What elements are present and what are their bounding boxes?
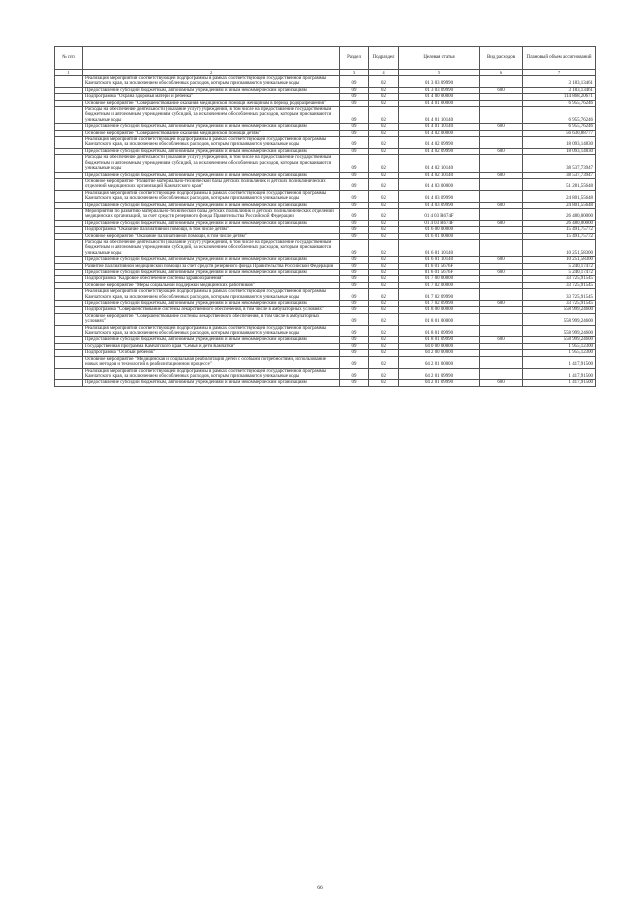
cell-razdel: 09 xyxy=(340,130,369,136)
cell-razdel: 09 xyxy=(340,87,369,93)
cell-podrazdel: 02 xyxy=(369,239,399,256)
cell-number xyxy=(55,190,83,202)
cell-name: Основное мероприятие "Меры социальной поддержки медицинских работников" xyxy=(83,282,340,288)
cell-name: Предоставление субсидий бюджетным, автономным учреждениям и иным некоммерческим организациям xyxy=(83,337,340,343)
cell-razdel: 09 xyxy=(340,94,369,100)
cell-target-article: 01 3 03 09990 xyxy=(399,76,480,88)
cell-amount: 33 725,91545 xyxy=(523,301,596,307)
cell-amount: 33 725,91545 xyxy=(523,276,596,282)
cell-podrazdel: 02 xyxy=(369,276,399,282)
cell-number xyxy=(55,208,83,220)
table-body xyxy=(55,76,596,387)
cell-target-article: 01 4 02 10140 xyxy=(399,155,480,172)
cell-target-article: 01 4 03 00000 xyxy=(399,178,480,190)
cell-name: Основное мероприятие "Оказание паллиативной помощи, в том числе детям" xyxy=(83,233,340,239)
cell-name: Основное мероприятие "Медицинская и социальная реабилитация детей с особыми потребностями, использование новых методов и технологий в реабилитационном процессе" xyxy=(83,356,340,368)
column-number: 2 xyxy=(83,70,340,76)
cell-podrazdel: 02 xyxy=(369,220,399,226)
cell-name: Мероприятия по развитию материально-технической базы детских поликлиник и детских поликлинических отделений медицинских организаций, за счет средств резервного фонда Правительства Российской Федерации xyxy=(83,208,340,220)
cell-podrazdel: 02 xyxy=(369,227,399,233)
cell-amount: 26 480,00000 xyxy=(523,208,596,220)
table-row xyxy=(55,137,596,149)
cell-name: Реализация мероприятий соответствующей подпрограммы в рамках соответствующей государственной программы Камчатского края, за исключением обособленных расходов, которым присваиваются уникальные коды xyxy=(83,76,340,88)
cell-amount: 3 183,13461 xyxy=(523,76,596,88)
cell-amount: 10 251,58300 xyxy=(523,239,596,256)
table-row xyxy=(55,368,596,380)
cell-amount: 33 725,91545 xyxy=(523,282,596,288)
cell-amount: 558 999,24600 xyxy=(523,307,596,313)
cell-target-article: 01 6 00 00000 xyxy=(399,227,480,233)
cell-amount: 38 537,73947 xyxy=(523,155,596,172)
cell-amount: 24 801,55648 xyxy=(523,190,596,202)
cell-amount: 15 491,75772 xyxy=(523,227,596,233)
cell-amount: 1 955,12300 xyxy=(523,343,596,349)
cell-number xyxy=(55,289,83,301)
cell-number xyxy=(55,380,83,386)
cell-name: Реализация мероприятий соответствующей подпрограммы в рамках соответствующей государственной программы Камчатского края, за исключением обособленных расходов, которым присваиваются уникальные коды xyxy=(83,368,340,380)
cell-expense-type: 600 xyxy=(480,380,523,386)
cell-name: Предоставление субсидий бюджетным, автономным учреждениям и иным некоммерческим организациям xyxy=(83,270,340,276)
cell-number xyxy=(55,356,83,368)
cell-podrazdel: 02 xyxy=(369,190,399,202)
cell-name: Основное мероприятие "Совершенствование оказания медицинской помощи детям" xyxy=(83,130,340,136)
cell-podrazdel: 02 xyxy=(369,337,399,343)
cell-amount: 33 725,91545 xyxy=(523,289,596,301)
cell-amount: 6 955,76246 xyxy=(523,124,596,130)
cell-target-article: 01 4 02 09990 xyxy=(399,137,480,149)
cell-name: Предоставление субсидий бюджетным, автономным учреждениям и иным некоммерческим организациям xyxy=(83,257,340,263)
table-row xyxy=(55,190,596,202)
cell-podrazdel: 02 xyxy=(369,130,399,136)
cell-target-article: 01 4 01 10140 xyxy=(399,124,480,130)
cell-target-article: 01 4 03 R674F xyxy=(399,208,480,220)
cell-podrazdel: 02 xyxy=(369,356,399,368)
cell-name: Расходы на обеспечение деятельности (оказание услуг) учреждений, в том числе на предоставление государственным бюджетным и автономным учреждениям субсидий, за исключением обособленных расходов, которым присваиваются уникальные коды xyxy=(83,107,340,124)
cell-target-article: 01 6 01 10140 xyxy=(399,257,480,263)
cell-podrazdel: 02 xyxy=(369,301,399,307)
cell-expense-type: 600 xyxy=(480,87,523,93)
cell-name: Основное мероприятие "Развитие материально-технической базы детских поликлиник и детских поликлинических отделений медицинских организаций Камчатского края" xyxy=(83,178,340,190)
cell-razdel: 09 xyxy=(340,220,369,226)
cell-name: Реализация мероприятий соответствующей подпрограммы в рамках соответствующей государственной программы Камчатского края, за исключением обособленных расходов, которым присваиваются уникальные коды xyxy=(83,190,340,202)
cell-target-article: 01 3 03 09990 xyxy=(399,87,480,93)
cell-razdel: 09 xyxy=(340,100,369,106)
cell-amount: 1 417,91500 xyxy=(523,380,596,386)
cell-target-article: 01 4 03 09990 xyxy=(399,202,480,208)
cell-podrazdel: 02 xyxy=(369,263,399,269)
cell-podrazdel: 02 xyxy=(369,208,399,220)
cell-target-article: 01 4 02 10140 xyxy=(399,172,480,178)
page-number: 66 xyxy=(317,885,323,891)
cell-expense-type xyxy=(480,239,523,256)
cell-razdel: 09 xyxy=(340,239,369,256)
column-number: 3 xyxy=(340,70,369,76)
cell-expense-type xyxy=(480,325,523,337)
cell-podrazdel: 02 xyxy=(369,289,399,301)
cell-expense-type: 600 xyxy=(480,172,523,178)
cell-expense-type xyxy=(480,137,523,149)
cell-podrazdel: 02 xyxy=(369,307,399,313)
cell-podrazdel: 02 xyxy=(369,178,399,190)
cell-name: Предоставление субсидий бюджетным, автономным учреждениям и иным некоммерческим организациям xyxy=(83,124,340,130)
cell-podrazdel: 02 xyxy=(369,155,399,172)
cell-razdel: 09 xyxy=(340,155,369,172)
column-number: 1 xyxy=(55,70,83,76)
cell-target-article: 04 2 01 09990 xyxy=(399,368,480,380)
cell-razdel: 09 xyxy=(340,178,369,190)
cell-razdel: 09 xyxy=(340,257,369,263)
cell-razdel: 09 xyxy=(340,202,369,208)
cell-expense-type: 600 xyxy=(480,220,523,226)
cell-amount: 5 240,17472 xyxy=(523,270,596,276)
cell-podrazdel: 02 xyxy=(369,350,399,356)
cell-expense-type: 600 xyxy=(480,301,523,307)
cell-number xyxy=(55,76,83,88)
cell-podrazdel: 02 xyxy=(369,257,399,263)
cell-number xyxy=(55,107,83,124)
cell-target-article: 01 4 02 09990 xyxy=(399,148,480,154)
cell-razdel: 09 xyxy=(340,307,369,313)
cell-name: Предоставление субсидий бюджетным, автономным учреждениям и иным некоммерческим организациям xyxy=(83,87,340,93)
cell-expense-type xyxy=(480,190,523,202)
cell-amount: 558 999,24600 xyxy=(523,325,596,337)
cell-name: Подпрограмма "Охрана здоровья матери и ребенка" xyxy=(83,94,340,100)
table-row xyxy=(55,76,596,88)
cell-razdel: 09 xyxy=(340,380,369,386)
cell-expense-type: 600 xyxy=(480,124,523,130)
table-row xyxy=(55,289,596,301)
cell-razdel: 09 xyxy=(340,313,369,325)
table-row xyxy=(55,313,596,325)
cell-razdel: 09 xyxy=(340,263,369,269)
cell-target-article: 01 4 02 00000 xyxy=(399,130,480,136)
cell-amount: 5 240,17472 xyxy=(523,263,596,269)
header-expense-type: Вид расходов xyxy=(480,47,523,70)
cell-razdel: 09 xyxy=(340,337,369,343)
cell-target-article: 01 8 01 09990 xyxy=(399,337,480,343)
cell-razdel: 09 xyxy=(340,301,369,307)
cell-name: Предоставление субсидий бюджетным, автономным учреждениям и иным некоммерческим организациям xyxy=(83,148,340,154)
cell-target-article: 01 4 03 09990 xyxy=(399,190,480,202)
cell-razdel: 09 xyxy=(340,172,369,178)
cell-razdel: 09 xyxy=(340,107,369,124)
cell-number xyxy=(55,155,83,172)
cell-target-article: 01 7 00 00000 xyxy=(399,276,480,282)
cell-amount: 1 417,91500 xyxy=(523,368,596,380)
cell-expense-type xyxy=(480,289,523,301)
cell-razdel: 09 xyxy=(340,356,369,368)
header-planned-amount: Плановый объем ассигнований xyxy=(523,47,596,70)
cell-amount: 6 955,76246 xyxy=(523,100,596,106)
cell-target-article: 01 4 03 R674F xyxy=(399,220,480,226)
cell-name: Предоставление субсидий бюджетным, автономным учреждениям и иным некоммерческим организациям xyxy=(83,172,340,178)
cell-target-article: 01 4 00 00000 xyxy=(399,94,480,100)
cell-target-article: 04 0 00 00000 xyxy=(399,343,480,349)
cell-expense-type: 600 xyxy=(480,148,523,154)
cell-target-article: 01 6 01 00000 xyxy=(399,233,480,239)
cell-amount: 6 955,76246 xyxy=(523,107,596,124)
cell-amount: 558 999,24600 xyxy=(523,313,596,325)
cell-target-article: 01 8 01 00000 xyxy=(399,313,480,325)
cell-name: Реализация мероприятий соответствующей подпрограммы в рамках соответствующей государственной программы Камчатского края, за исключением обособленных расходов, которым присваиваются уникальные коды xyxy=(83,325,340,337)
cell-amount: 18 093,14830 xyxy=(523,148,596,154)
cell-razdel: 09 xyxy=(340,276,369,282)
cell-number xyxy=(55,368,83,380)
cell-name: Основное мероприятие "Совершенствование оказания медицинской помощи женщинам в период родоразрешения" xyxy=(83,100,340,106)
cell-expense-type xyxy=(480,107,523,124)
cell-expense-type: 600 xyxy=(480,270,523,276)
cell-amount: 18 093,14830 xyxy=(523,137,596,149)
header-podrazdel: Подраздел xyxy=(369,47,399,70)
cell-podrazdel: 02 xyxy=(369,313,399,325)
cell-name: Подпрограмма "Особый ребенок" xyxy=(83,350,340,356)
cell-podrazdel: 02 xyxy=(369,282,399,288)
cell-razdel: 09 xyxy=(340,76,369,88)
column-number: 7 xyxy=(523,70,596,76)
cell-number xyxy=(55,239,83,256)
cell-podrazdel: 02 xyxy=(369,124,399,130)
cell-number xyxy=(55,178,83,190)
table-row xyxy=(55,208,596,220)
cell-expense-type xyxy=(480,208,523,220)
cell-amount: 10 251,58300 xyxy=(523,257,596,263)
cell-amount: 24 801,55648 xyxy=(523,202,596,208)
cell-expense-type xyxy=(480,368,523,380)
header-name xyxy=(83,47,340,70)
column-number: 6 xyxy=(480,70,523,76)
cell-number xyxy=(55,325,83,337)
cell-amount: 38 537,73947 xyxy=(523,172,596,178)
cell-target-article: 01 6 01 5676F xyxy=(399,263,480,269)
cell-razdel: 09 xyxy=(340,350,369,356)
cell-amount: 26 480,00000 xyxy=(523,220,596,226)
cell-expense-type xyxy=(480,76,523,88)
cell-amount: 1 417,91500 xyxy=(523,356,596,368)
cell-razdel: 09 xyxy=(340,325,369,337)
cell-razdel: 09 xyxy=(340,343,369,349)
cell-razdel: 09 xyxy=(340,148,369,154)
cell-name: Основное мероприятие "Совершенствование системы лекарственного обеспечения, в том числе в амбулаторных условиях" xyxy=(83,313,340,325)
cell-number xyxy=(55,313,83,325)
cell-razdel: 09 xyxy=(340,233,369,239)
cell-expense-type: 600 xyxy=(480,337,523,343)
cell-podrazdel: 02 xyxy=(369,76,399,88)
cell-expense-type xyxy=(480,356,523,368)
cell-target-article: 01 6 01 10140 xyxy=(399,239,480,256)
cell-amount: 558 999,24600 xyxy=(523,337,596,343)
budget-table xyxy=(54,46,596,387)
cell-target-article: 04 2 01 09990 xyxy=(399,380,480,386)
cell-target-article: 01 6 01 5676F xyxy=(399,270,480,276)
cell-razdel: 09 xyxy=(340,282,369,288)
cell-podrazdel: 02 xyxy=(369,202,399,208)
cell-expense-type xyxy=(480,313,523,325)
cell-amount: 51 281,55648 xyxy=(523,178,596,190)
cell-podrazdel: 02 xyxy=(369,270,399,276)
cell-razdel: 09 xyxy=(340,190,369,202)
cell-amount: 1 955,12300 xyxy=(523,350,596,356)
cell-expense-type xyxy=(480,178,523,190)
table-row xyxy=(55,107,596,124)
cell-expense-type: 600 xyxy=(480,202,523,208)
cell-razdel: 09 xyxy=(340,227,369,233)
cell-podrazdel: 02 xyxy=(369,94,399,100)
cell-razdel: 09 xyxy=(340,208,369,220)
cell-podrazdel: 02 xyxy=(369,380,399,386)
cell-razdel: 09 xyxy=(340,137,369,149)
cell-target-article: 04 2 01 00000 xyxy=(399,356,480,368)
table-row xyxy=(55,325,596,337)
cell-name: Реализация мероприятий соответствующей подпрограммы в рамках соответствующей государственной программы Камчатского края, за исключением обособленных расходов, которым присваиваются уникальные коды xyxy=(83,137,340,149)
cell-podrazdel: 02 xyxy=(369,343,399,349)
cell-name: Реализация мероприятий соответствующей подпрограммы в рамках соответствующей государственной программы Камчатского края, за исключением обособленных расходов, которым присваиваются уникальные коды xyxy=(83,289,340,301)
cell-name: Предоставление субсидий бюджетным, автономным учреждениям и иным некоммерческим организациям xyxy=(83,301,340,307)
cell-razdel: 09 xyxy=(340,368,369,380)
table-row xyxy=(55,380,596,386)
cell-target-article: 01 7 02 09990 xyxy=(399,289,480,301)
cell-number xyxy=(55,137,83,149)
cell-razdel: 09 xyxy=(340,270,369,276)
table-row xyxy=(55,178,596,190)
cell-name: Подпрограмма "Оказание паллиативной помощи, в том числе детям" xyxy=(83,227,340,233)
cell-target-article: 01 4 01 00000 xyxy=(399,100,480,106)
header-razdel: Раздел xyxy=(340,47,369,70)
cell-target-article: 01 4 01 10140 xyxy=(399,107,480,124)
cell-podrazdel: 02 xyxy=(369,233,399,239)
cell-target-article: 04 2 00 00000 xyxy=(399,350,480,356)
cell-razdel: 09 xyxy=(340,289,369,301)
cell-podrazdel: 02 xyxy=(369,172,399,178)
cell-target-article: 01 8 01 09990 xyxy=(399,325,480,337)
cell-target-article: 01 7 02 09990 xyxy=(399,301,480,307)
column-number: 4 xyxy=(369,70,399,76)
cell-podrazdel: 02 xyxy=(369,87,399,93)
cell-expense-type: 600 xyxy=(480,257,523,263)
cell-name: Предоставление субсидий бюджетным, автономным учреждениям и иным некоммерческим организациям xyxy=(83,380,340,386)
cell-name: Предоставление субсидий бюджетным, автономным учреждениям и иным некоммерческим организациям xyxy=(83,220,340,226)
cell-podrazdel: 02 xyxy=(369,100,399,106)
header-number: № п/п xyxy=(55,47,83,70)
cell-podrazdel: 02 xyxy=(369,325,399,337)
cell-amount: 3 183,13461 xyxy=(523,87,596,93)
table-header xyxy=(55,47,596,76)
cell-amount: 56 630,88777 xyxy=(523,130,596,136)
cell-name: Подпрограмма "Кадровое обеспечение системы здравоохранения" xyxy=(83,276,340,282)
cell-name: Предоставление субсидий бюджетным, автономным учреждениям и иным некоммерческим организациям xyxy=(83,202,340,208)
cell-name: Расходы на обеспечение деятельности (оказание услуг) учреждений, в том числе на предоставление государственным бюджетным и автономным учреждениям субсидий, за исключением обособленных расходов, которым присваиваются уникальные коды xyxy=(83,155,340,172)
cell-target-article: 01 8 00 00000 xyxy=(399,307,480,313)
cell-name: Развитие паллиативной медицинской помощи за счет средств резервного фонда Правительства Российской Федерации xyxy=(83,263,340,269)
cell-name: Расходы на обеспечение деятельности (оказание услуг) учреждений, в том числе на предоставление государственным бюджетным и автономным учреждениям субсидий, за исключением обособленных расходов, которым присваиваются уникальные коды xyxy=(83,239,340,256)
cell-razdel: 09 xyxy=(340,124,369,130)
header-target-article: Целевая статья xyxy=(399,47,480,70)
column-number: 5 xyxy=(399,70,480,76)
cell-name: Государственная программа Камчатского края "Семья и дети Камчатки" xyxy=(83,343,340,349)
table-row xyxy=(55,239,596,256)
cell-amount: 114 868,20671 xyxy=(523,94,596,100)
cell-amount: 15 491,75772 xyxy=(523,233,596,239)
cell-expense-type xyxy=(480,155,523,172)
cell-podrazdel: 02 xyxy=(369,368,399,380)
table-row xyxy=(55,155,596,172)
table-row xyxy=(55,356,596,368)
cell-podrazdel: 02 xyxy=(369,107,399,124)
cell-name: Подпрограмма "Совершенствование системы лекарственного обеспечения, в том числе в амбулаторных условиях" xyxy=(83,307,340,313)
cell-target-article: 01 7 02 00000 xyxy=(399,282,480,288)
cell-podrazdel: 02 xyxy=(369,148,399,154)
cell-podrazdel: 02 xyxy=(369,137,399,149)
